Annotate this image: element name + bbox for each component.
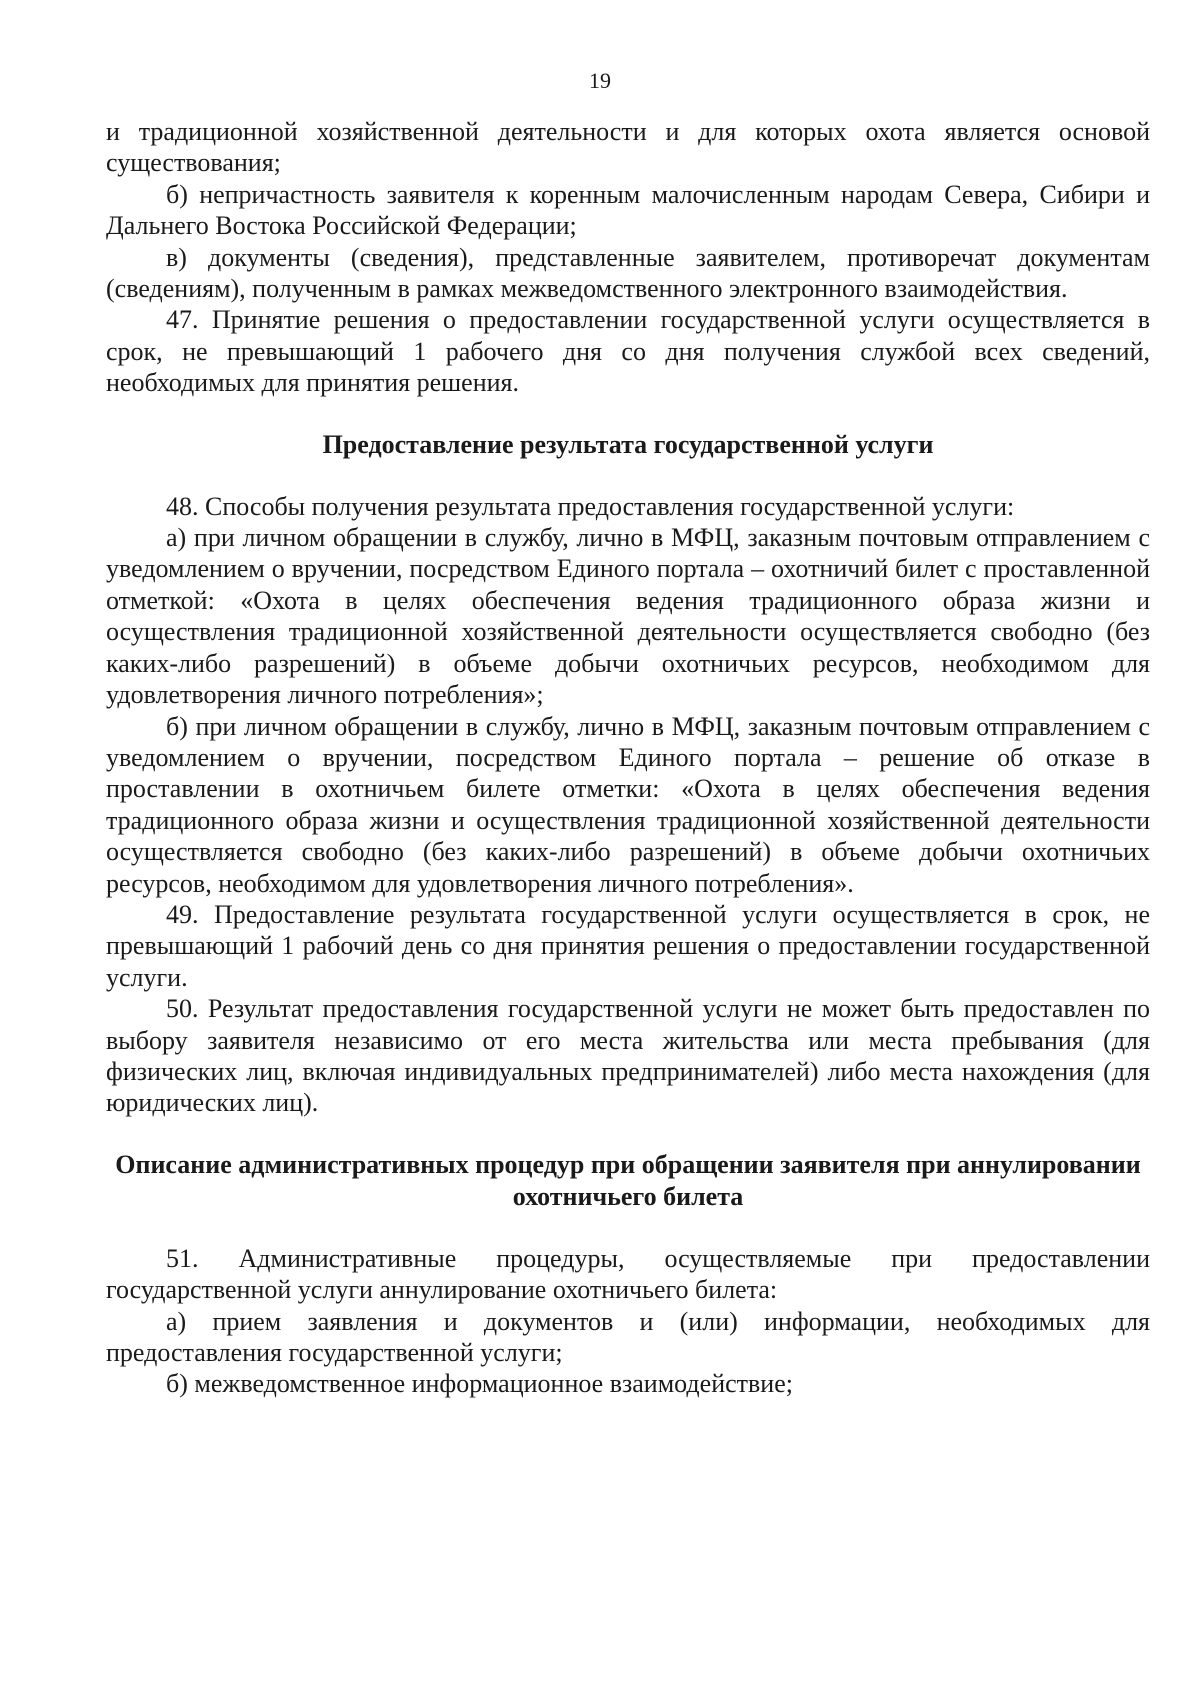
page-number: 19: [589, 68, 611, 93]
list-item-b-non-affiliation: б) непричастность заявителя к коренным малочисленным народам Севера, Сибири и Дальнего Востока Российской Федерации;: [106, 179, 1150, 241]
clause-47: 47. Принятие решения о предоставлении государственной услуги осуществляется в срок, не превышающий 1 рабочего дня со дня получения службой всех сведений, необходимых для принятия решения.: [106, 305, 1150, 398]
clause-51: 51. Административные процедуры, осуществляемые при предоставлении государственной услуги аннулирование охотничьего билета:: [106, 1243, 1150, 1305]
list-item-v-documents-contradict: в) документы (сведения), представленные заявителем, противоречат документам (сведениям), полученным в рамках межведомственного электронного взаимодействия.: [106, 242, 1150, 304]
document-body: [106, 116, 1150, 1400]
clause-48-item-a: а) при личном обращении в службу, лично в МФЦ, заказным почтовым отправлением с уведомлением о вручении, посредством Единого портала – охотничий билет с проставленной отметкой: «Охота в целях обеспечения ведения традиционного образа жизни и осуществления традиционной хозяйственной деятельности осуществляется свободно (без каких-либо разрешений) в объеме добычи охотничьих ресурсов, необходимом для удовлетворения личного потребления»;: [106, 523, 1150, 710]
clause-49: 49. Предоставление результата государственной услуги осуществляется в срок, не превышающий 1 рабочий день со дня принятия решения о предоставлении государственной услуги.: [106, 899, 1150, 992]
clause-48: 48. Способы получения результата предоставления государственной услуги:: [166, 491, 1015, 521]
section-heading-result-provision: Предоставление результата государственной услуги: [322, 429, 934, 459]
clause-51-item-b: б) межведомственное информационное взаимодействие;: [166, 1369, 793, 1399]
paragraph-continuation: и традиционной хозяйственной деятельности и для которых охота является основой существования;: [106, 117, 1150, 178]
clause-50: 50. Результат предоставления государственной услуги не может быть предоставлен по выбору заявителя независимо от его места жительства или места пребывания (для физических лиц, включая индивидуальных предпринимателей) либо места нахождения (для юридических лиц).: [106, 994, 1150, 1118]
section-heading-admin-procedures: Описание административных процедур при обращении заявителя при аннулировании охотничьего билета: [115, 1149, 1141, 1211]
clause-51-item-a: а) прием заявления и документов и (или) информации, необходимых для предоставления государственной услуги;: [106, 1306, 1150, 1367]
clause-48-item-b: б) при личном обращении в службу, лично в МФЦ, заказным почтовым отправлением с уведомлением о вручении, посредством Единого портала – решение об отказе в проставлении в охотничьем билете отметки: «Охота в целях обеспечения ведения традиционного образа жизни и осуществления традиционной хозяйственной деятельности осуществляется свободно (без каких-либо разрешений) в объеме добычи охотничьих ресурсов, необходимом для удовлетворения личного потребления».: [106, 711, 1150, 898]
